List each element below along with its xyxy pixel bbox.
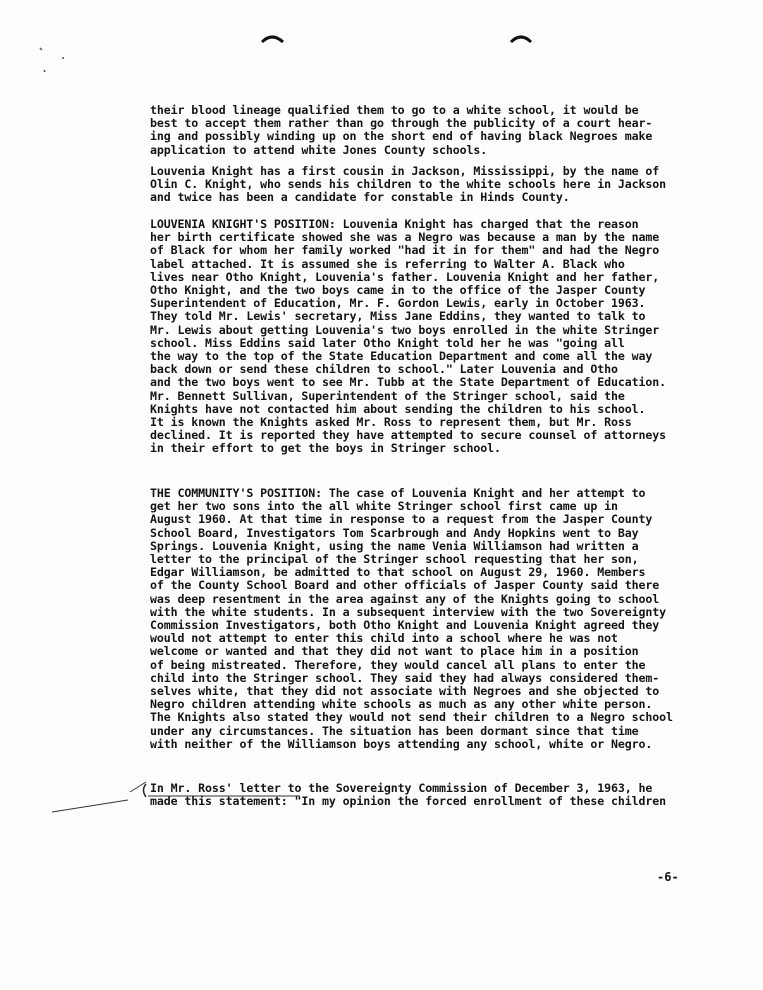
text-line: Louvenia Knight has a first cousin in Jackson, Mississippi, by the name of	[150, 164, 660, 178]
text-line: Negro children attending white schools as much as any other white person.	[150, 697, 653, 712]
text-line: best to accept them rather than go through the publicity of a court hear-	[150, 116, 653, 131]
punch-hole-left	[262, 37, 283, 42]
text-line: Springs. Louvenia Knight, using the name Venia Williamson had written a	[150, 538, 639, 553]
text-line: child into the Stringer school. They said they had always considered them-	[150, 670, 660, 685]
text-line: selves white, that they did not associate with Negroes and she objected to	[150, 684, 660, 699]
text-line: of Black for whom her family worked "had it in for them" and had the Negro	[150, 243, 660, 258]
text-line: get her two sons into the all white Stringer school first came up in	[150, 499, 618, 514]
paragraph-1	[150, 104, 710, 157]
text-line: and twice has been a candidate for constable in Hinds County.	[150, 190, 570, 205]
text-line: and the two boys went to see Mr. Tubb at the State Department of Education.	[150, 375, 667, 390]
text-line: LOUVENIA KNIGHT'S POSITION: Louvenia Knight has charged that the reason	[150, 217, 639, 231]
text-line: declined. It is reported they have attempted to secure counsel of attorneys	[150, 428, 667, 443]
paragraph-community-position	[150, 487, 710, 751]
text-line: Olin C. Knight, who sends his children to the white schools here in Jackson	[150, 177, 667, 192]
text-line: her birth certificate showed she was a Negro was because a man by the name	[150, 230, 660, 245]
text-line: would not attempt to enter this child into a school where he was not	[150, 631, 618, 646]
margin-line	[52, 782, 146, 812]
text-line: ing and possibly winding up on the short end of having black Negroes make	[150, 129, 653, 144]
text-line: In Mr. Ross' letter to the Sovereignty Commission of December 3, 1963, he	[150, 781, 653, 795]
punch-hole-right	[511, 37, 531, 42]
text-line: welcome or wanted and that they did not want to place him in a position	[150, 644, 639, 659]
text-line: Otho Knight, and the two boys came in to the office of the Jasper County	[150, 283, 646, 298]
text-line: back down or send these children to school." Later Louvenia and Otho	[150, 362, 618, 377]
text-line: the way to the top of the State Education Department and come all the way	[150, 349, 653, 364]
text-line: Mr. Lewis about getting Louvenia's two boys enrolled in the white Stringer	[150, 322, 660, 337]
text-line: Superintendent of Education, Mr. F. Gordon Lewis, early in October 1963.	[150, 296, 646, 311]
text-line: Edgar Williamson, be admitted to that school on August 29, 1960. Members	[150, 565, 646, 580]
text-line: with the white students. In a subsequent interview with the two Sovereignty	[150, 604, 667, 619]
paragraph-ross-letter	[150, 782, 710, 808]
text-line: was deep resentment in the area against any of the Knights going to school	[150, 591, 660, 606]
text-line: Knights have not contacted him about sending the children to his school.	[150, 401, 646, 416]
text-line: their blood lineage qualified them to go to a white school, it would be	[150, 103, 639, 117]
text-line: August 1960. At that time in response to a request from the Jasper County	[150, 512, 653, 527]
text-line: with neither of the Williamson boys attending any school, white or Negro.	[150, 736, 653, 751]
text-line: made this statement: "In my opinion the forced enrollment of these children	[150, 794, 667, 809]
text-line: letter to the principal of the Stringer school requesting that her son,	[150, 552, 639, 567]
scan-specks	[40, 48, 64, 72]
text-line: Commission Investigators, both Otho Knight and Louvenia Knight agreed they	[150, 618, 660, 633]
text-line: label attached. It is assumed she is referring to Walter A. Black who	[150, 256, 625, 271]
text-line: Mr. Bennett Sullivan, Superintendent of the Stringer school, said the	[150, 388, 625, 403]
bracket-mark	[144, 784, 147, 797]
text-line: School Board, Investigators Tom Scarbrough and Andy Hopkins went to Bay	[150, 525, 639, 540]
page-number: -6-	[657, 870, 679, 884]
text-line: They told Mr. Lewis' secretary, Miss Jane Eddins, they wanted to talk to	[150, 309, 646, 324]
paragraph-2	[150, 165, 710, 205]
text-line: lives near Otho Knight, Louvenia's father. Louvenia Knight and her father,	[150, 269, 660, 284]
text-line: The Knights also stated they would not send their children to a Negro school	[150, 710, 673, 725]
text-line: of being mistreated. Therefore, they would cancel all plans to enter the	[150, 657, 646, 672]
text-line: school. Miss Eddins said later Otho Knight told her he was "going all	[150, 335, 625, 350]
text-line: application to attend white Jones County schools.	[150, 142, 488, 157]
paragraph-louvenia-position	[150, 218, 710, 456]
text-line: of the County School Board and other officials of Jasper County said there	[150, 578, 660, 593]
text-line: THE COMMUNITY'S POSITION: The case of Louvenia Knight and her attempt to	[150, 486, 646, 500]
text-line: It is known the Knights asked Mr. Ross to represent them, but Mr. Ross	[150, 415, 632, 430]
text-line: in their effort to get the boys in Stringer school.	[150, 441, 501, 456]
text-line: under any circumstances. The situation has been dormant since that time	[150, 723, 639, 738]
